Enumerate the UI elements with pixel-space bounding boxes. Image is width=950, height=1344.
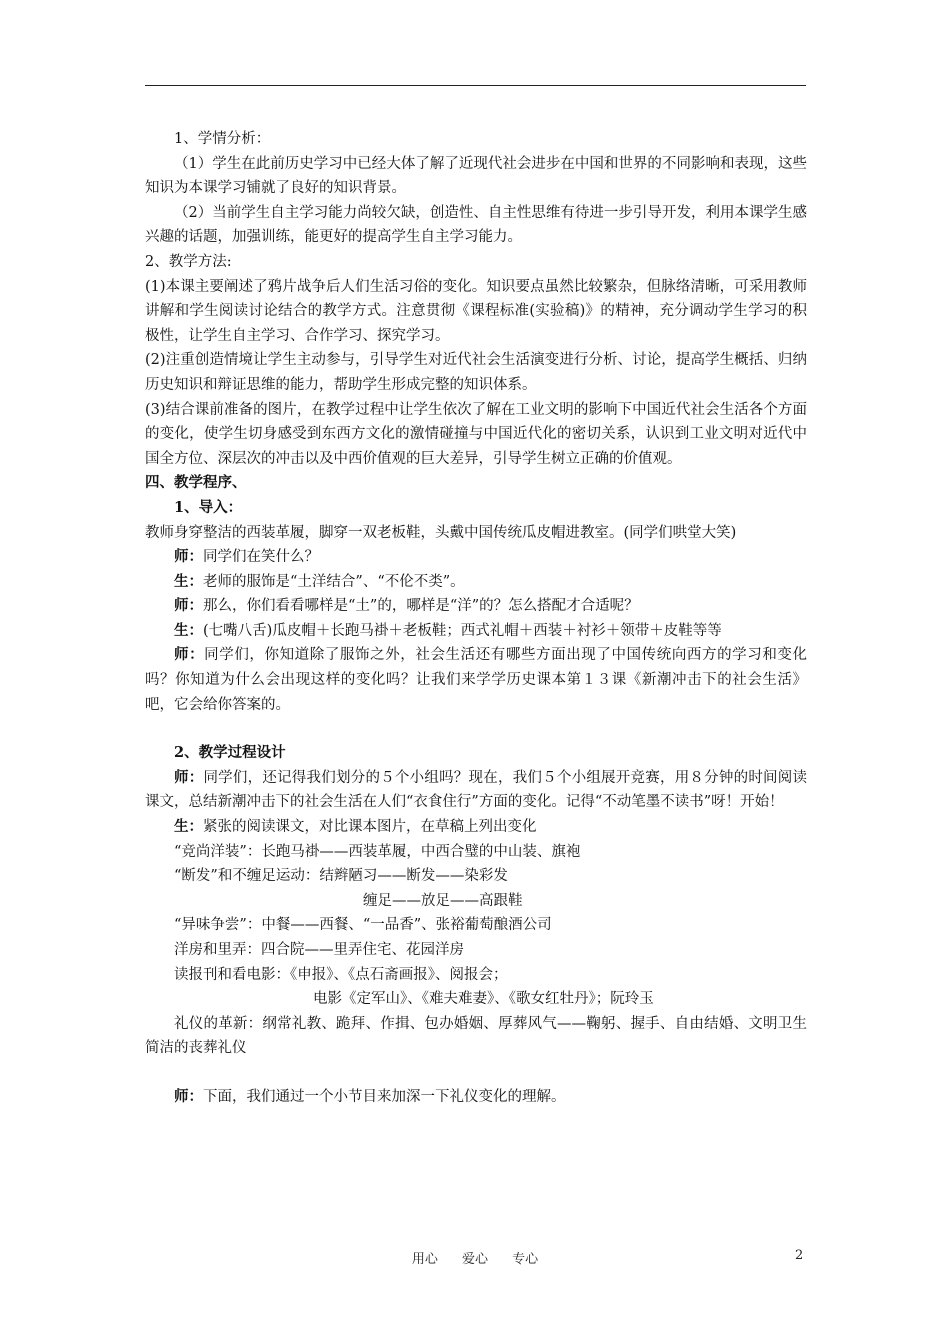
list-item-food: “异味争尝”：中餐——西餐、“一品香”、张裕葡萄酿酒公司 — [174, 917, 552, 934]
paragraph: (2)注重创造情境让学生主动参与，引导学生对近代社会生活演变进行分析、讨论，提高学生概括、归纳历史知识和辩证思维的能力，帮助学生形成完整的知识体系。 — [145, 352, 807, 393]
list-item-news: 读报刊和看电影：《申报》、《点石斋画报》、阅报会； — [174, 966, 508, 983]
footer-motto: 爱心 — [461, 1252, 488, 1267]
header-rule — [145, 85, 806, 86]
speaker-label: 师： — [174, 1087, 203, 1105]
paragraph: （2）当前学生自主学习能力尚较欠缺，创造性、自主性思维有待进一步引导开发，利用本课学生感兴趣的话题，加强训练，能更好的提高学生自主学习能力。 — [145, 204, 807, 246]
dialog-text: 老师的服饰是“土洋结合”、“不伦不类”。 — [203, 573, 465, 590]
page-number: 2 — [795, 1248, 804, 1263]
spacer — [145, 717, 807, 741]
dialog-text: 紧张的阅读课文，对比课本图片，在草稿上列出变化 — [203, 819, 537, 836]
list-item-clothes: “竞尚洋装”：长跑马褂——西装革履，中西合璧的中山装、旗袍 — [174, 843, 581, 860]
dialog-line — [145, 594, 807, 619]
dialog-line — [145, 1085, 807, 1110]
paragraph: 教师身穿整洁的西装革履，脚穿一双老板鞋，头戴中国传统瓜皮帽进教室。(同学们哄堂大笑) — [145, 524, 737, 541]
dialog-text: 同学们，你知道除了服饰之外，社会生活还有哪些方面出现了中国传统向西方的学习和变化吗？你知道为什么会出现这样的变化吗？让我们来学学历史课本第１３课《新潮冲击下的社会生活》吧，它会给你答案的。 — [145, 647, 807, 713]
speaker-label: 师： — [174, 597, 203, 615]
list-item-film: 电影《定军山》、《难夫难妻》、《歌女红牡丹》；阮玲玉 — [313, 991, 654, 1008]
speaker-label: 师： — [174, 646, 205, 664]
list-item-hair: “断发”和不缠足运动：结辫陋习——断发——染彩发 — [174, 868, 508, 885]
list-item-foot: 缠足——放足——高跟鞋 — [363, 892, 523, 909]
dialog-text: 同学们，还记得我们划分的５个小组吗？现在，我们５个小组展开竞赛，用８分钟的时间阅读课文，总结新潮冲击下的社会生活在人们“衣食住行”方面的变化。记得“不动笔墨不读书”呀！开始！ — [145, 769, 807, 811]
dialog-text: 同学们在笑什么？ — [203, 549, 319, 566]
subheading-process: 2、教学过程设计 — [174, 744, 286, 762]
dialog-line — [145, 766, 807, 815]
dialog-text: (七嘴八舌)瓜皮帽＋长跑马褂＋老板鞋；西式礼帽＋西装＋衬衫＋领带＋皮鞋等等 — [203, 622, 722, 639]
spacer — [145, 1061, 807, 1085]
dialog-line — [145, 570, 807, 595]
paragraph: (1)本课主要阐述了鸦片战争后人们生活习俗的变化。知识要点虽然比较繁杂，但脉络清晰，可采用教师讲解和学生阅读讨论结合的教学方式。注意贯彻《课程标准(实验稿)》的精神，充分调动学生学习的积极性，让学生自主学习、合作学习、探究学习。 — [145, 278, 807, 344]
dialog-text: 那么，你们看看哪样是“土”的，哪样是“洋”的？怎么搭配才合适呢？ — [203, 598, 639, 615]
dialog-line — [145, 619, 807, 644]
speaker-label: 生： — [174, 818, 203, 836]
list-item-house: 洋房和里弄：四合院——里弄住宅、花园洋房 — [174, 942, 464, 958]
speaker-label: 师： — [174, 548, 203, 566]
section-heading-teaching-method: 2、教学方法: — [145, 253, 232, 270]
dialog-text: 下面，我们通过一个小节目来加深一下礼仪变化的理解。 — [203, 1088, 566, 1105]
paragraph: (3)结合课前准备的图片，在教学过程中让学生依次了解在工业文明的影响下中国近代社会生活各个方面的变化，使学生切身感受到东西方文化的激情碰撞与中国近代化的密切关系，认识到工业文明对近代中国全方位、深层次的冲击以及中西价值观的巨大差异，引导学生树立正确的价值观。 — [145, 401, 807, 467]
dialog-line — [145, 643, 807, 717]
page-footer — [0, 1248, 950, 1267]
document-body — [145, 127, 807, 1110]
footer-motto: 用心 — [411, 1252, 438, 1267]
list-item-etiquette: 礼仪的革新：纲常礼教、跪拜、作揖、包办婚姻、厚葬风气——鞠躬、握手、自由结婚、文明卫生简洁的丧葬礼仪 — [145, 1015, 807, 1057]
speaker-label: 生： — [174, 621, 203, 639]
speaker-label: 生： — [174, 572, 203, 590]
section-heading-procedure: 四、教学程序、 — [145, 474, 247, 492]
subheading-intro: 1、导入： — [174, 498, 243, 516]
section-heading-student-analysis: 1、学情分析： — [174, 131, 271, 147]
dialog-line — [145, 815, 807, 840]
footer-motto: 专心 — [512, 1252, 539, 1267]
dialog-line — [145, 545, 807, 570]
speaker-label: 师： — [174, 768, 204, 786]
paragraph: （1）学生在此前历史学习中已经大体了解了近现代社会进步在中国和世界的不同影响和表现，这些知识为本课学习铺就了良好的知识背景。 — [145, 155, 807, 197]
